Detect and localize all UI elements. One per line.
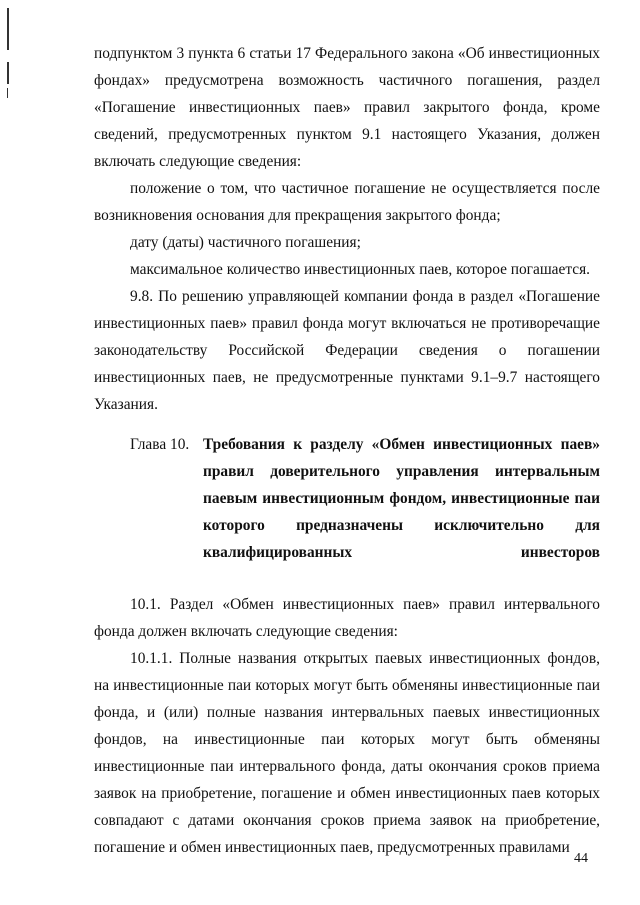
list-item-paragraph: положение о том, что частичное погашение не осуществляется после возникновения основания для прекращения закрытого фонда; xyxy=(94,180,600,224)
top-text-block xyxy=(94,40,600,418)
section-paragraph-10-1: 10.1. Раздел «Обмен инвестиционных паев» правил интервального фонда должен включать следующие сведения: xyxy=(94,596,600,640)
page-number: 44 xyxy=(574,851,588,866)
margin-mark xyxy=(7,88,8,98)
list-item-paragraph: максимальное количество инвестиционных паев, которое погашается. xyxy=(130,261,591,278)
section-paragraph-9-8: 9.8. По решению управляющей компании фонда в раздел «Погашение инвестиционных паев» правил фонда могут включаться не противоречащие законодательству Российской Федерации сведения о погашении инвестиционных паев, не предусмотренные пунктами 9.1–9.7 настоящего Указания. xyxy=(94,288,600,413)
section-paragraph-10-1-1: 10.1.1. Полные названия открытых паевых инвестиционных фондов, на инвестиционные паи которых могут быть обменяны инвестиционные паи фонда, и (или) полные названия интервальных паевых инвестиционных фондов, на инвестиционные паи которых могут быть обменяны инвестиционные паи интервального фонда, даты окончания сроков приема заявок на приобретение, погашение и обмен инвестиционных паев которых совпадают с датами окончания сроков приема заявок на приобретение, погашение и обмен инвестиционных паев, предусмотренных правилами xyxy=(94,650,600,856)
paragraph-continuation: подпунктом 3 пункта 6 статьи 17 Федерального закона «Об инвестиционных фондах» предусмотрена возможность частичного погашения, раздел «Погашение инвестиционных паев» правил закрытого фонда, кроме сведений, предусмотренных пунктом 9.1 настоящего Указания, должен включать следующие сведения: xyxy=(94,45,600,170)
bottom-text-block xyxy=(94,591,600,861)
chapter-label: Глава 10. xyxy=(130,436,190,453)
margin-mark xyxy=(7,62,9,84)
margin-mark xyxy=(7,8,9,50)
chapter-title: Требования к разделу «Обмен инвестиционных паев» правил доверительного управления интервальным паевым инвестиционным фондом, инвестиционные паи которого предназначены исключительно для квалифицированных инвесторов xyxy=(203,436,600,561)
list-item-paragraph: дату (даты) частичного погашения; xyxy=(130,234,361,251)
